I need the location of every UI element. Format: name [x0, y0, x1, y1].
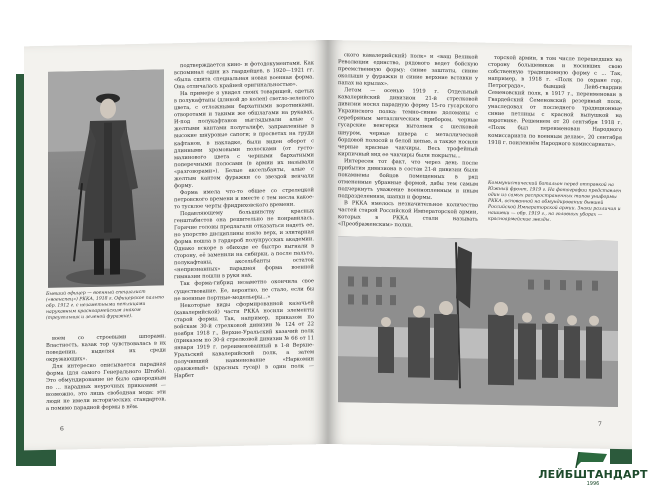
left-page [24, 40, 328, 450]
battalion-photo [338, 236, 618, 407]
paragraph: Форма имела что-то общее со стрелецкой петровского времени и вместе с тем несла какое-то тусклое черты фридриховского времени. [174, 187, 314, 211]
flag-icon [573, 450, 613, 468]
page-number-right: 7 [598, 420, 602, 428]
left-column-2 [174, 60, 314, 380]
right-column-1 [338, 52, 478, 231]
paragraph: торской армии, в том числе перешедших на сторону большевиков и носивших свою собственную традиционную форму с ... Так, например, в 1918 г. «Полк по охране гор. Петрограда», бывший Лейб-гвардии Семеновский полк, в 1917 г., переименован в Гвардейский Семеновский резервный полк, унаследовал от последнего традиционные синие петлицы с красной выпушкой на воротнике. Решением от 20 сентября 1918 г. «Полк был переименован Народного комиссариата по военным делам», 20 сентября 1918 г. поиленнём Народного комиссариата». [488, 54, 622, 148]
publisher-year: 1996 [586, 481, 600, 487]
right-column-2 [488, 55, 622, 149]
open-book [20, 36, 640, 456]
page-number-left: 6 [60, 425, 64, 433]
paragraph: Подавляющему большинству красных генштабистов она решительно не понравилась. Горячие головы предлагали отказаться надеть ее, но упорство дисциплины взяло верх, и элитарная форма вошла в гардероб полупрусских академии. Однако вскоре в обиходе ее быстро выгнали в сторону, её заменили на сибирки, а после пальто, полукафтаны, аксельбанты остаток «непризнанных» парадная форма военной гимназии пошли в руки нах. [174, 208, 314, 281]
publisher-logo [538, 450, 648, 487]
battalion-photo-caption: Коммунистический батальон перед отправкой на Южный фронт, 1919 г. На фотографии представлен один из самых распространенных типов униформы РККА, основанной на обмундировании бывшей Российской Императорской армии. Знаки различия и нашивки — обр. 1919 г., на головных уборах — красноармейские звезды. [488, 180, 622, 223]
left-column-1-end [46, 333, 166, 413]
paragraph: На примере я увидел своих товарищей, одетых в полукафтаны (длиной до колен) светло-зеленого цвета, с отложными бархатными воротниками, отворотами и такими же обшлагами на рукавах. И-под полукафтанов выглядывали алые с желтыми кантами полугалифе, заправленные в высокие шнуровые сапоги; в просветах на груди кафтанов, в накладке, были виден оборот с длинными хромовыми полосками (от густо-малинового цвета с черными бархатными поперечными полосами (в армии их называли «разговорами»). Белые аксельбанты, алые с желтым кантом фуражки со звездой венчали форму. [174, 88, 314, 190]
paragraph: подтверждается кино- и фотодокументами. Как вспоминал один из гвардейцев, в 1920—1921 гг. «была сшита специальная новая военная форма. Она отличалась крайней оригинальностью». [174, 60, 314, 91]
paragraph: Некоторые виды сформированной казачьей (кавалерийской) части РККА носили элементы старой формы. Так, например, приказом по войскам 30-й стрелковой дивизии № 124 от 22 ноября 1918 г., Верхне-Уральский казачий полк (приказом по 30-й стрелковой дивизии № 66 от 11 января 1919 г. переименованный в 1-й Верхне-Уральский кавалерийский полк, а затем получивший наименование «Наркомин оранжевый» (красных гусар) в один полк — Нарбет [174, 299, 314, 380]
officer-portrait-image [48, 69, 164, 287]
paragraph: В РККА имелось незначительное количество частей старой Российской Императорской армии, которых в РККА стали называть «Преображенским» полки. [338, 200, 478, 229]
paragraph: Так форма-гибрид незаметно окончила свое существование. Ее, вероятно, не стало, если бы не военные портные-модельеры...» [174, 278, 314, 302]
right-page [328, 40, 632, 449]
paragraph: Для интересно описывается парадная форма (для самого Генерального Штаба). Это обмундирование не было однородным по ... парадных неурочных приказами — возможно, это лишь свободная мода: эти люди не имели исторических стандартов, а помимо парадной формы в нём. [46, 361, 166, 413]
battalion-parade-image [338, 236, 618, 407]
paragraph: ского кавалерийский) полк» и «ваш Великой Революции единство, рядового ведет бойскую преемственную форму: синие заштаты, синие околыши у фуражки и синие верхние вставки у папах на крылах». [338, 52, 478, 88]
publisher-name: ЛЕЙБШТАНДАРТ [538, 468, 648, 481]
paragraph: воем со строевыми шпорами. Властность, казак тор чувствовалась в их поведении, выделяя их среди окружающих». [46, 333, 166, 364]
officer-photo-caption: Бывший офицер — военный специалист («военспец») РККА, 1918 г. Офицерское пальто обр. 1912 г. с незаметными петлицами нарукавным красноармейским знаком (треугольник и зеленой фуражке). [46, 289, 164, 321]
paragraph: Летом — осенью 1919 г. Отдельный кавалерийский дивизион 21-й стрелковой дивизии носил парадную форму 15-го гусарского Украинского полка: темно-синие доломаны с серебряным металлическим прибором, черные гусарские венгерки вытолнен с шелковой шнуром, черные кивера с металлической бордовой полосой и белой цепью, а также носили черные красные чакчиры. Весь трофейный кирпичный вид ее чакчиры были покрыты... [338, 87, 478, 159]
officer-photo [48, 69, 164, 287]
paragraph: Интересен тот факт, что через день после прибытия дивизиона в состав 21-й дивизии были покамнены бойцов помещенных в ряд отмененные убранные формой, дабы тем самым подчеркнуть уважение военнопленным и иным подразделениям, шапки и формы. [338, 157, 478, 201]
